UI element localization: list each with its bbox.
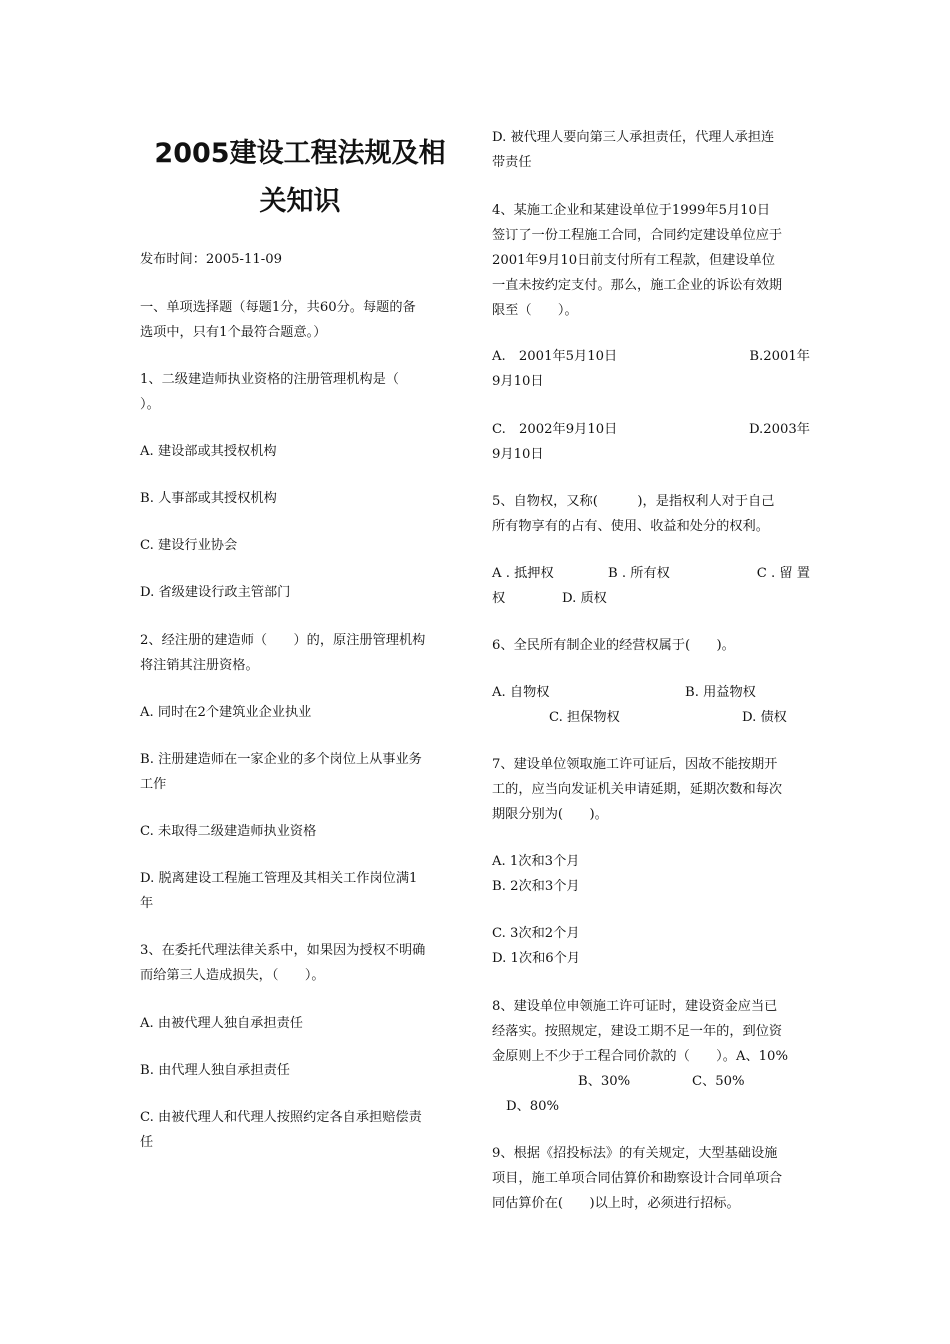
section-heading-line-2: 选项中，只有1个最符合题意。） xyxy=(140,325,327,340)
q8-stem-line-3: 金原则上不少于工程合同价款的（ ）。A、10% xyxy=(492,1049,788,1064)
q2-stem-line-2: 将注销其注册资格。 xyxy=(140,658,259,673)
q6-option-c: C. 担保物权 xyxy=(549,710,620,725)
q5-options-row xyxy=(492,561,810,586)
q3-option-d-line-2: 带责任 xyxy=(492,155,532,170)
q2-option-c: C. 未取得二级建造师执业资格 xyxy=(140,824,317,839)
q8-option-d: D、80% xyxy=(506,1099,560,1114)
q4-option-b-line-1: B.2001年 xyxy=(749,349,810,364)
q3-option-c-line-1: C. 由被代理人和代理人按照约定各自承担赔偿责 xyxy=(140,1110,422,1125)
q5-option-b: B . 所有权 xyxy=(608,566,670,581)
title-line-1: 2005建设工程法规及相 xyxy=(154,138,446,169)
q3-option-b: B. 由代理人独自承担责任 xyxy=(140,1063,290,1078)
q1-option-b: B. 人事部或其授权机构 xyxy=(140,491,277,506)
q6-stem: 6、全民所有制企业的经营权属于( )。 xyxy=(492,638,735,653)
q2-option-b-line-1: B. 注册建造师在一家企业的多个岗位上从事业务 xyxy=(140,752,422,767)
q7-stem-line-2: 工的，应当向发证机关申请延期，延期次数和每次 xyxy=(492,782,783,797)
q4-stem-line-2: 签订了一份工程施工合同，合同约定建设单位应于 xyxy=(492,228,783,243)
q3-stem-line-2: 而给第三人造成损失，（ ）。 xyxy=(140,968,325,983)
q4-stem-line-5: 限至（ ）。 xyxy=(492,303,578,318)
q8-options-row xyxy=(492,1069,810,1094)
q6-option-a: A. 自物权 xyxy=(492,685,550,700)
q1-stem-line-1: 1、二级建造师执业资格的注册管理机构是（ xyxy=(140,372,399,387)
q5-options-row-2 xyxy=(492,586,810,611)
q5-stem-line-1: 5、自物权，又称( )，是指权利人对于自己 xyxy=(492,494,775,509)
q1-option-a: A. 建设部或其授权机构 xyxy=(140,444,277,459)
q9-stem-line-3: 同估算价在( )以上时，必须进行招标。 xyxy=(492,1196,740,1211)
q3-option-a: A. 由被代理人独自承担责任 xyxy=(140,1016,303,1031)
q7-stem-line-3: 期限分别为( )。 xyxy=(492,807,608,822)
q5-option-a: A . 抵押权 xyxy=(492,566,554,581)
q7-option-b: B. 2次和3个月 xyxy=(492,879,580,894)
q4-option-d-line-2: 9月10日 xyxy=(492,447,544,462)
q9-stem-line-1: 9、根据《招投标法》的有关规定，大型基础设施 xyxy=(492,1146,778,1161)
q6-option-d: D. 债权 xyxy=(742,710,787,725)
q4-stem-line-3: 2001年9月10日前支付所有工程款，但建设单位 xyxy=(492,253,775,268)
q5-stem-line-2: 所有物享有的占有、使用、收益和处分的权利。 xyxy=(492,519,769,534)
section-heading-line-1: 一、单项选择题（每题1分，共60分。每题的备 xyxy=(140,300,416,315)
q7-option-c: C. 3次和2个月 xyxy=(492,926,580,941)
q3-stem-line-1: 3、在委托代理法律关系中，如果因为授权不明确 xyxy=(140,943,426,958)
q6-option-b: B. 用益物权 xyxy=(685,685,756,700)
q2-stem-line-1: 2、经注册的建造师（ ）的，原注册管理机构 xyxy=(140,633,426,648)
q5-option-c: C . 留 置 xyxy=(756,566,810,581)
q8-options-row-2 xyxy=(492,1094,810,1119)
q4-stem-line-4: 一直未按约定支付。那么，施工企业的诉讼有效期 xyxy=(492,278,783,293)
publish-date: 发布时间：2005-11-09 xyxy=(140,252,282,267)
q1-stem-line-2: ）。 xyxy=(140,397,160,412)
q2-option-a: A. 同时在2个建筑业企业执业 xyxy=(140,705,312,720)
q2-option-b-line-2: 工作 xyxy=(140,777,167,792)
title-line-2: 关知识 xyxy=(259,186,341,217)
q1-option-c: C. 建设行业协会 xyxy=(140,538,238,553)
q8-stem-line-2: 经落实。按照规定，建设工期不足一年的，到位资 xyxy=(492,1024,783,1039)
q4-option-a: A. 2001年5月10日 xyxy=(492,349,618,364)
q6-options-row-1 xyxy=(492,680,810,705)
q5-option-c-line-2: 权 xyxy=(492,591,506,606)
q7-option-d: D. 1次和6个月 xyxy=(492,951,581,966)
q8-option-b: B、30% xyxy=(578,1074,631,1089)
q4-option-b-line-2: 9月10日 xyxy=(492,374,544,389)
q3-option-d-line-1: D. 被代理人要向第三人承担责任，代理人承担连 xyxy=(492,130,775,145)
q2-option-d-line-2: 年 xyxy=(140,896,154,911)
q4-option-d-line-1: D.2003年 xyxy=(748,422,810,437)
q4-stem-line-1: 4、某施工企业和某建设单位于1999年5月10日 xyxy=(492,203,771,218)
q4-options-row-2 xyxy=(492,417,810,442)
q4-options-row-1 xyxy=(492,344,810,369)
q9-stem-line-2: 项目，施工单项合同估算价和勘察设计合同单项合 xyxy=(492,1171,783,1186)
q7-option-a: A. 1次和3个月 xyxy=(492,854,580,869)
q8-stem-line-1: 8、建设单位申领施工许可证时，建设资金应当已 xyxy=(492,999,778,1014)
q7-stem-line-1: 7、建设单位领取施工许可证后，因故不能按期开 xyxy=(492,757,778,772)
q2-option-d-line-1: D. 脱离建设工程施工管理及其相关工作岗位满1 xyxy=(140,871,418,886)
q5-option-d: D. 质权 xyxy=(562,591,607,606)
q8-option-c: C、50% xyxy=(692,1074,745,1089)
q3-option-c-line-2: 任 xyxy=(140,1135,154,1150)
q4-option-c: C. 2002年9月10日 xyxy=(492,422,618,437)
q1-option-d: D. 省级建设行政主管部门 xyxy=(140,585,291,600)
q6-options-row-2 xyxy=(492,705,810,730)
